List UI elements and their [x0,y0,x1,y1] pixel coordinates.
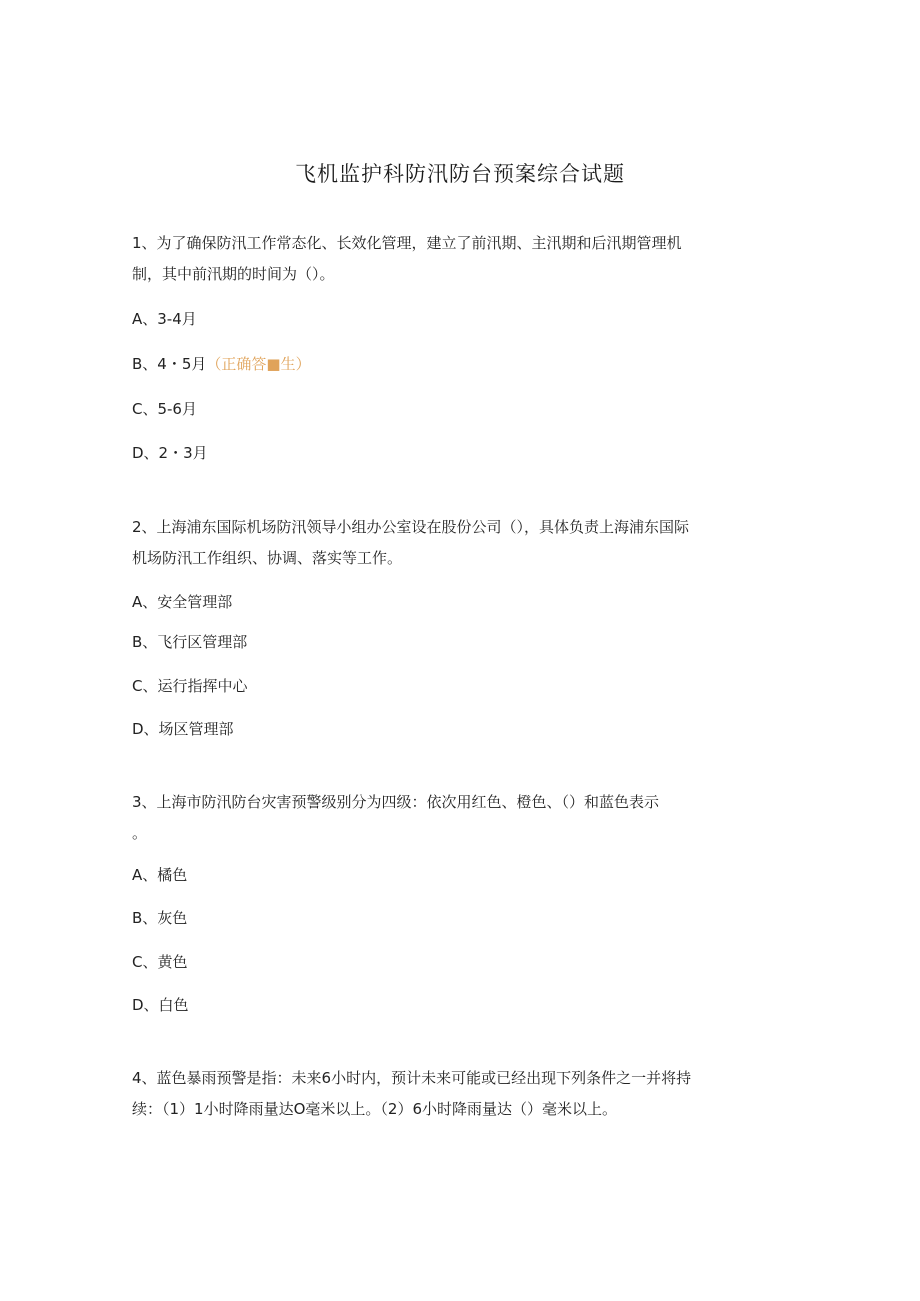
question-1-option-d: D、2・3月 [132,444,208,462]
question-1-option-c: C、5-6月 [132,400,197,418]
question-1-option-b-label: B、4・5月 [132,355,207,373]
page-title: 飞机监护科防汛防台预案综合试题 [295,162,625,186]
question-3-stem-line-2: 。 [132,824,148,842]
question-4-stem-line-1: 4、蓝色暴雨预警是指：未来6小时内，预计未来可能或已经出现下列条件之一并将持 [132,1069,692,1087]
question-2-option-a: A、安全管理部 [132,593,233,611]
question-4-stem-line-2: 续：（1）1小时降雨量达O毫米以上。（2）6小时降雨量达（）毫米以上。 [132,1100,617,1118]
question-3-option-d: D、白色 [132,996,189,1014]
question-3-option-b: B、灰色 [132,909,188,927]
question-3-stem-line-1: 3、上海市防汛防台灾害预警级别分为四级：依次用红色、橙色、（）和蓝色表示 [132,793,660,811]
question-1-stem-line-1: 1、为了确保防汛工作常态化、长效化管理，建立了前汛期、主汛期和后汛期管理机 [132,234,682,252]
question-1-stem-line-2: 制，其中前汛期的时间为（）。 [132,265,335,283]
question-3-option-a: A、橘色 [132,866,188,884]
question-2-option-c: C、运行指挥中心 [132,677,248,695]
question-2-option-d: D、场区管理部 [132,720,234,738]
question-2-stem-line-1: 2、上海浦东国际机场防汛领导小组办公室设在股份公司（），具体负责上海浦东国际 [132,518,690,536]
correct-answer-note: （正确答■生） [206,355,311,373]
question-2-option-b: B、飞行区管理部 [132,633,248,651]
question-3-option-c: C、黄色 [132,953,188,971]
question-2-stem-line-2: 机场防汛工作组织、协调、落实等工作。 [132,549,403,567]
question-1-option-a: A、3-4月 [132,310,197,328]
question-1-option-b [132,354,311,374]
